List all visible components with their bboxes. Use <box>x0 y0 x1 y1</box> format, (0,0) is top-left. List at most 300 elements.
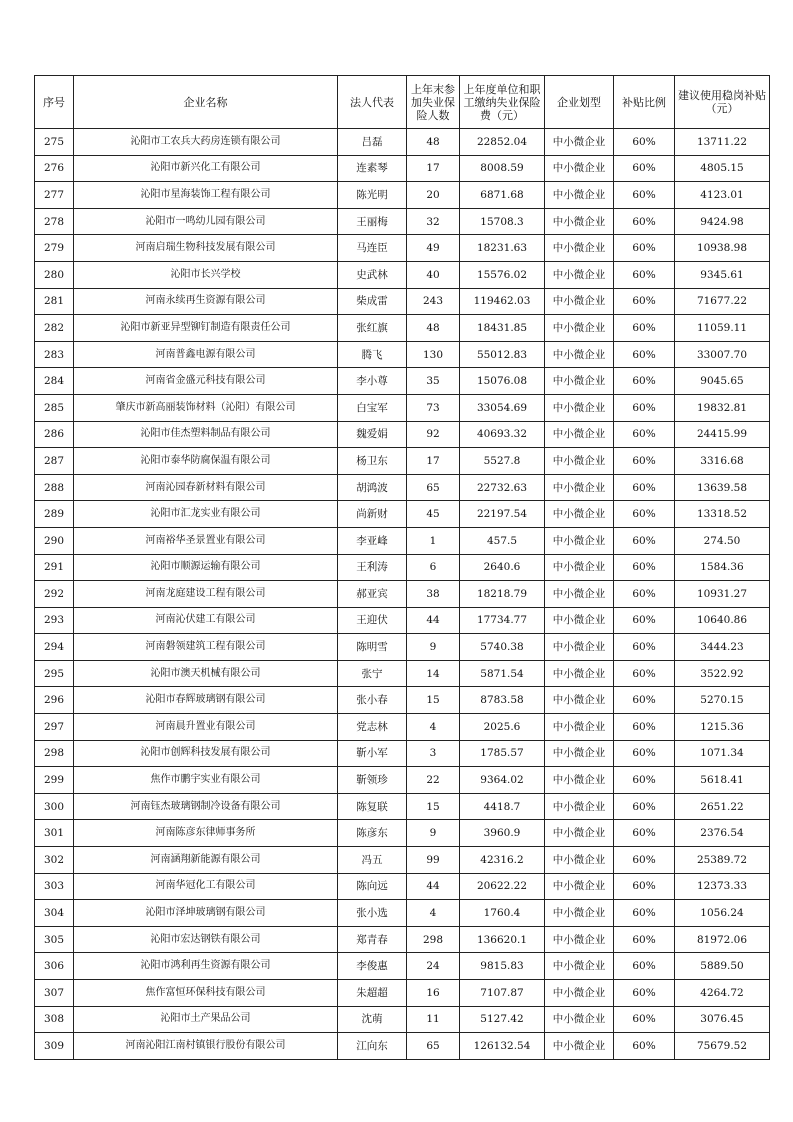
cell-subsidy-ratio: 60% <box>614 581 675 608</box>
cell-premium-paid: 40693.32 <box>460 421 545 448</box>
cell-suggested-subsidy: 4805.15 <box>675 155 770 182</box>
cell-index: 296 <box>35 687 74 714</box>
cell-index: 294 <box>35 634 74 661</box>
cell-legal-rep: 陈复联 <box>338 793 407 820</box>
cell-insured-count: 48 <box>407 315 460 342</box>
cell-company: 沁阳市新兴化工有限公司 <box>74 155 338 182</box>
cell-legal-rep: 靳小军 <box>338 740 407 767</box>
cell-legal-rep: 白宝军 <box>338 394 407 421</box>
cell-company: 河南普鑫电源有限公司 <box>74 341 338 368</box>
cell-insured-count: 4 <box>407 900 460 927</box>
cell-company: 沁阳市长兴学校 <box>74 261 338 288</box>
cell-company-class: 中小微企业 <box>545 155 614 182</box>
table-row <box>35 581 770 608</box>
cell-company: 沁阳市澳天机械有限公司 <box>74 660 338 687</box>
table-row <box>35 714 770 741</box>
header-row <box>35 76 770 129</box>
cell-company: 沁阳市鸿利再生资源有限公司 <box>74 953 338 980</box>
cell-suggested-subsidy: 1071.34 <box>675 740 770 767</box>
cell-company-class: 中小微企业 <box>545 182 614 209</box>
cell-insured-count: 17 <box>407 155 460 182</box>
cell-subsidy-ratio: 60% <box>614 660 675 687</box>
cell-subsidy-ratio: 60% <box>614 767 675 794</box>
cell-insured-count: 9 <box>407 820 460 847</box>
cell-subsidy-ratio: 60% <box>614 527 675 554</box>
cell-index: 299 <box>35 767 74 794</box>
cell-premium-paid: 5527.8 <box>460 448 545 475</box>
cell-suggested-subsidy: 3522.92 <box>675 660 770 687</box>
table-row <box>35 687 770 714</box>
cell-index: 291 <box>35 554 74 581</box>
cell-index: 286 <box>35 421 74 448</box>
cell-index: 306 <box>35 953 74 980</box>
cell-company: 河南涵翔新能源有限公司 <box>74 847 338 874</box>
cell-premium-paid: 2025.6 <box>460 714 545 741</box>
cell-suggested-subsidy: 2651.22 <box>675 793 770 820</box>
table-row <box>35 926 770 953</box>
cell-insured-count: 40 <box>407 261 460 288</box>
table-row <box>35 474 770 501</box>
cell-subsidy-ratio: 60% <box>614 926 675 953</box>
table-row <box>35 980 770 1007</box>
table-row <box>35 341 770 368</box>
cell-index: 281 <box>35 288 74 315</box>
cell-company-class: 中小微企业 <box>545 847 614 874</box>
cell-index: 288 <box>35 474 74 501</box>
cell-legal-rep: 柴成雷 <box>338 288 407 315</box>
cell-company: 焦作市鹏宇实业有限公司 <box>74 767 338 794</box>
cell-legal-rep: 陈向远 <box>338 873 407 900</box>
cell-insured-count: 92 <box>407 421 460 448</box>
table-row <box>35 873 770 900</box>
table-row <box>35 288 770 315</box>
table-row <box>35 448 770 475</box>
cell-suggested-subsidy: 4123.01 <box>675 182 770 209</box>
cell-legal-rep: 魏爱娟 <box>338 421 407 448</box>
cell-premium-paid: 457.5 <box>460 527 545 554</box>
cell-premium-paid: 6871.68 <box>460 182 545 209</box>
cell-suggested-subsidy: 11059.11 <box>675 315 770 342</box>
cell-index: 290 <box>35 527 74 554</box>
table-row <box>35 660 770 687</box>
cell-subsidy-ratio: 60% <box>614 501 675 528</box>
cell-legal-rep: 陈光明 <box>338 182 407 209</box>
cell-subsidy-ratio: 60% <box>614 900 675 927</box>
cell-suggested-subsidy: 1215.36 <box>675 714 770 741</box>
cell-subsidy-ratio: 60% <box>614 129 675 156</box>
cell-legal-rep: 史武林 <box>338 261 407 288</box>
cell-company-class: 中小微企业 <box>545 474 614 501</box>
table-row <box>35 129 770 156</box>
cell-suggested-subsidy: 3316.68 <box>675 448 770 475</box>
table-row <box>35 820 770 847</box>
cell-legal-rep: 李俊惠 <box>338 953 407 980</box>
cell-suggested-subsidy: 9424.98 <box>675 208 770 235</box>
cell-index: 305 <box>35 926 74 953</box>
cell-subsidy-ratio: 60% <box>614 235 675 262</box>
cell-subsidy-ratio: 60% <box>614 793 675 820</box>
cell-company: 沁阳市土产果品公司 <box>74 1006 338 1033</box>
cell-subsidy-ratio: 60% <box>614 687 675 714</box>
table-row <box>35 501 770 528</box>
header-legal-rep: 法人代表 <box>338 76 407 129</box>
cell-index: 297 <box>35 714 74 741</box>
cell-company-class: 中小微企业 <box>545 208 614 235</box>
cell-legal-rep: 党志林 <box>338 714 407 741</box>
cell-index: 301 <box>35 820 74 847</box>
table-row <box>35 315 770 342</box>
cell-insured-count: 11 <box>407 1006 460 1033</box>
cell-company-class: 中小微企业 <box>545 315 614 342</box>
cell-legal-rep: 张小选 <box>338 900 407 927</box>
cell-index: 302 <box>35 847 74 874</box>
cell-insured-count: 49 <box>407 235 460 262</box>
cell-suggested-subsidy: 274.50 <box>675 527 770 554</box>
cell-subsidy-ratio: 60% <box>614 288 675 315</box>
cell-insured-count: 4 <box>407 714 460 741</box>
cell-legal-rep: 沈萌 <box>338 1006 407 1033</box>
cell-suggested-subsidy: 10938.98 <box>675 235 770 262</box>
cell-legal-rep: 郝亚宾 <box>338 581 407 608</box>
cell-insured-count: 9 <box>407 634 460 661</box>
cell-suggested-subsidy: 71677.22 <box>675 288 770 315</box>
cell-legal-rep: 朱超超 <box>338 980 407 1007</box>
cell-legal-rep: 胡鸿波 <box>338 474 407 501</box>
cell-suggested-subsidy: 3444.23 <box>675 634 770 661</box>
cell-index: 287 <box>35 448 74 475</box>
header-premium-paid: 上年度单位和职工缴纳失业保险费（元） <box>460 76 545 129</box>
cell-company: 沁阳市泽坤玻璃钢有限公司 <box>74 900 338 927</box>
cell-company-class: 中小微企业 <box>545 421 614 448</box>
cell-legal-rep: 江向东 <box>338 1033 407 1060</box>
cell-suggested-subsidy: 4264.72 <box>675 980 770 1007</box>
cell-insured-count: 16 <box>407 980 460 1007</box>
cell-suggested-subsidy: 13639.58 <box>675 474 770 501</box>
cell-premium-paid: 42316.2 <box>460 847 545 874</box>
cell-suggested-subsidy: 24415.99 <box>675 421 770 448</box>
cell-insured-count: 6 <box>407 554 460 581</box>
cell-premium-paid: 7107.87 <box>460 980 545 1007</box>
cell-premium-paid: 3960.9 <box>460 820 545 847</box>
cell-suggested-subsidy: 1056.24 <box>675 900 770 927</box>
cell-insured-count: 44 <box>407 607 460 634</box>
cell-subsidy-ratio: 60% <box>614 474 675 501</box>
table-row <box>35 155 770 182</box>
cell-company: 河南沁园春新材料有限公司 <box>74 474 338 501</box>
cell-company-class: 中小微企业 <box>545 129 614 156</box>
cell-subsidy-ratio: 60% <box>614 208 675 235</box>
cell-company-class: 中小微企业 <box>545 501 614 528</box>
cell-company-class: 中小微企业 <box>545 527 614 554</box>
cell-index: 289 <box>35 501 74 528</box>
cell-insured-count: 130 <box>407 341 460 368</box>
cell-premium-paid: 5871.54 <box>460 660 545 687</box>
cell-insured-count: 14 <box>407 660 460 687</box>
cell-premium-paid: 9364.02 <box>460 767 545 794</box>
cell-company: 沁阳市一鸣幼儿园有限公司 <box>74 208 338 235</box>
cell-index: 283 <box>35 341 74 368</box>
cell-company: 河南龙庭建设工程有限公司 <box>74 581 338 608</box>
cell-company: 河南磐领建筑工程有限公司 <box>74 634 338 661</box>
cell-legal-rep: 尚新财 <box>338 501 407 528</box>
cell-suggested-subsidy: 33007.70 <box>675 341 770 368</box>
cell-legal-rep: 吕磊 <box>338 129 407 156</box>
subsidy-table-page <box>34 75 770 1060</box>
cell-suggested-subsidy: 81972.06 <box>675 926 770 953</box>
cell-legal-rep: 李小尊 <box>338 368 407 395</box>
cell-insured-count: 17 <box>407 448 460 475</box>
cell-subsidy-ratio: 60% <box>614 714 675 741</box>
table-row <box>35 527 770 554</box>
cell-subsidy-ratio: 60% <box>614 261 675 288</box>
cell-suggested-subsidy: 3076.45 <box>675 1006 770 1033</box>
cell-subsidy-ratio: 60% <box>614 368 675 395</box>
cell-premium-paid: 22197.54 <box>460 501 545 528</box>
cell-suggested-subsidy: 19832.81 <box>675 394 770 421</box>
cell-insured-count: 22 <box>407 767 460 794</box>
cell-company: 河南晨升置业有限公司 <box>74 714 338 741</box>
cell-premium-paid: 15076.08 <box>460 368 545 395</box>
table-row <box>35 554 770 581</box>
cell-insured-count: 298 <box>407 926 460 953</box>
cell-company-class: 中小微企业 <box>545 1006 614 1033</box>
cell-legal-rep: 张红旗 <box>338 315 407 342</box>
cell-company: 沁阳市汇龙实业有限公司 <box>74 501 338 528</box>
cell-premium-paid: 119462.03 <box>460 288 545 315</box>
cell-subsidy-ratio: 60% <box>614 448 675 475</box>
cell-legal-rep: 陈彦东 <box>338 820 407 847</box>
cell-company-class: 中小微企业 <box>545 448 614 475</box>
table-row <box>35 607 770 634</box>
cell-suggested-subsidy: 1584.36 <box>675 554 770 581</box>
cell-suggested-subsidy: 25389.72 <box>675 847 770 874</box>
cell-company-class: 中小微企业 <box>545 687 614 714</box>
cell-company-class: 中小微企业 <box>545 660 614 687</box>
cell-company: 河南沁阳江南村镇银行股份有限公司 <box>74 1033 338 1060</box>
cell-company: 沁阳市创辉科技发展有限公司 <box>74 740 338 767</box>
cell-subsidy-ratio: 60% <box>614 554 675 581</box>
cell-legal-rep: 张小春 <box>338 687 407 714</box>
cell-company-class: 中小微企业 <box>545 341 614 368</box>
cell-subsidy-ratio: 60% <box>614 740 675 767</box>
cell-insured-count: 15 <box>407 687 460 714</box>
table-row <box>35 261 770 288</box>
cell-index: 284 <box>35 368 74 395</box>
cell-company: 沁阳市春辉玻璃钢有限公司 <box>74 687 338 714</box>
cell-index: 293 <box>35 607 74 634</box>
cell-index: 303 <box>35 873 74 900</box>
cell-subsidy-ratio: 60% <box>614 341 675 368</box>
cell-premium-paid: 9815.83 <box>460 953 545 980</box>
table-row <box>35 1033 770 1060</box>
cell-company-class: 中小微企业 <box>545 873 614 900</box>
cell-legal-rep: 腾飞 <box>338 341 407 368</box>
cell-company: 河南裕华圣景置业有限公司 <box>74 527 338 554</box>
cell-company: 沁阳市佳杰塑料制品有限公司 <box>74 421 338 448</box>
cell-premium-paid: 17734.77 <box>460 607 545 634</box>
cell-company: 肇庆市新高丽装饰材料（沁阳）有限公司 <box>74 394 338 421</box>
cell-company-class: 中小微企业 <box>545 368 614 395</box>
cell-index: 295 <box>35 660 74 687</box>
cell-insured-count: 65 <box>407 1033 460 1060</box>
cell-premium-paid: 8008.59 <box>460 155 545 182</box>
cell-suggested-subsidy: 75679.52 <box>675 1033 770 1060</box>
cell-company-class: 中小微企业 <box>545 953 614 980</box>
cell-subsidy-ratio: 60% <box>614 634 675 661</box>
header-subsidy-ratio: 补贴比例 <box>614 76 675 129</box>
cell-index: 282 <box>35 315 74 342</box>
cell-premium-paid: 126132.54 <box>460 1033 545 1060</box>
cell-premium-paid: 1785.57 <box>460 740 545 767</box>
cell-premium-paid: 4418.7 <box>460 793 545 820</box>
cell-subsidy-ratio: 60% <box>614 820 675 847</box>
cell-company: 焦作富恒环保科技有限公司 <box>74 980 338 1007</box>
cell-premium-paid: 8783.58 <box>460 687 545 714</box>
cell-company-class: 中小微企业 <box>545 607 614 634</box>
cell-suggested-subsidy: 2376.54 <box>675 820 770 847</box>
cell-company-class: 中小微企业 <box>545 235 614 262</box>
cell-legal-rep: 张宁 <box>338 660 407 687</box>
cell-index: 277 <box>35 182 74 209</box>
cell-insured-count: 99 <box>407 847 460 874</box>
cell-company-class: 中小微企业 <box>545 714 614 741</box>
cell-insured-count: 73 <box>407 394 460 421</box>
table-row <box>35 740 770 767</box>
cell-legal-rep: 李亚峰 <box>338 527 407 554</box>
cell-subsidy-ratio: 60% <box>614 394 675 421</box>
cell-insured-count: 32 <box>407 208 460 235</box>
cell-index: 280 <box>35 261 74 288</box>
cell-company: 沁阳市工农兵大药房连锁有限公司 <box>74 129 338 156</box>
cell-company: 沁阳市新亚异型铆钉制造有限责任公司 <box>74 315 338 342</box>
cell-insured-count: 48 <box>407 129 460 156</box>
table-row <box>35 793 770 820</box>
cell-suggested-subsidy: 5618.41 <box>675 767 770 794</box>
cell-index: 292 <box>35 581 74 608</box>
cell-company: 沁阳市星海装饰工程有限公司 <box>74 182 338 209</box>
cell-subsidy-ratio: 60% <box>614 421 675 448</box>
cell-company-class: 中小微企业 <box>545 740 614 767</box>
cell-subsidy-ratio: 60% <box>614 1006 675 1033</box>
subsidy-table <box>34 75 770 1060</box>
cell-premium-paid: 2640.6 <box>460 554 545 581</box>
cell-subsidy-ratio: 60% <box>614 873 675 900</box>
table-row <box>35 1006 770 1033</box>
cell-subsidy-ratio: 60% <box>614 847 675 874</box>
table-row <box>35 368 770 395</box>
header-insured-count: 上年末参加失业保险人数 <box>407 76 460 129</box>
cell-subsidy-ratio: 60% <box>614 953 675 980</box>
cell-insured-count: 24 <box>407 953 460 980</box>
cell-company-class: 中小微企业 <box>545 554 614 581</box>
cell-legal-rep: 杨卫东 <box>338 448 407 475</box>
cell-index: 285 <box>35 394 74 421</box>
cell-suggested-subsidy: 12373.33 <box>675 873 770 900</box>
cell-premium-paid: 18431.85 <box>460 315 545 342</box>
cell-premium-paid: 5127.42 <box>460 1006 545 1033</box>
cell-insured-count: 65 <box>407 474 460 501</box>
cell-suggested-subsidy: 13318.52 <box>675 501 770 528</box>
cell-legal-rep: 郑青春 <box>338 926 407 953</box>
cell-company: 河南华冠化工有限公司 <box>74 873 338 900</box>
table-row <box>35 634 770 661</box>
cell-index: 276 <box>35 155 74 182</box>
cell-index: 304 <box>35 900 74 927</box>
cell-company-class: 中小微企业 <box>545 900 614 927</box>
cell-index: 308 <box>35 1006 74 1033</box>
cell-index: 309 <box>35 1033 74 1060</box>
cell-company-class: 中小微企业 <box>545 1033 614 1060</box>
cell-premium-paid: 55012.83 <box>460 341 545 368</box>
cell-company-class: 中小微企业 <box>545 767 614 794</box>
cell-premium-paid: 33054.69 <box>460 394 545 421</box>
cell-company: 河南陈彦东律师事务所 <box>74 820 338 847</box>
cell-subsidy-ratio: 60% <box>614 1033 675 1060</box>
cell-index: 275 <box>35 129 74 156</box>
cell-subsidy-ratio: 60% <box>614 980 675 1007</box>
cell-insured-count: 243 <box>407 288 460 315</box>
cell-company: 河南沁伏建工有限公司 <box>74 607 338 634</box>
table-row <box>35 394 770 421</box>
cell-company-class: 中小微企业 <box>545 926 614 953</box>
cell-premium-paid: 5740.38 <box>460 634 545 661</box>
table-row <box>35 767 770 794</box>
header-suggested-subsidy: 建议使用稳岗补贴（元） <box>675 76 770 129</box>
cell-suggested-subsidy: 9045.65 <box>675 368 770 395</box>
cell-index: 279 <box>35 235 74 262</box>
cell-index: 298 <box>35 740 74 767</box>
cell-legal-rep: 冯五 <box>338 847 407 874</box>
cell-company: 河南省金盛元科技有限公司 <box>74 368 338 395</box>
header-company: 企业名称 <box>74 76 338 129</box>
cell-legal-rep: 王丽梅 <box>338 208 407 235</box>
cell-company: 河南钰杰玻璃钢制冷设备有限公司 <box>74 793 338 820</box>
cell-subsidy-ratio: 60% <box>614 182 675 209</box>
cell-legal-rep: 靳领珍 <box>338 767 407 794</box>
cell-suggested-subsidy: 5889.50 <box>675 953 770 980</box>
cell-company: 沁阳市泰华防腐保温有限公司 <box>74 448 338 475</box>
cell-company-class: 中小微企业 <box>545 288 614 315</box>
cell-company-class: 中小微企业 <box>545 394 614 421</box>
header-index: 序号 <box>35 76 74 129</box>
cell-insured-count: 1 <box>407 527 460 554</box>
table-row <box>35 421 770 448</box>
cell-company-class: 中小微企业 <box>545 980 614 1007</box>
table-row <box>35 847 770 874</box>
cell-premium-paid: 15708.3 <box>460 208 545 235</box>
table-body <box>35 129 770 1060</box>
cell-company: 沁阳市宏达钢铁有限公司 <box>74 926 338 953</box>
cell-premium-paid: 1760.4 <box>460 900 545 927</box>
cell-legal-rep: 王利涛 <box>338 554 407 581</box>
cell-premium-paid: 18231.63 <box>460 235 545 262</box>
cell-suggested-subsidy: 10640.86 <box>675 607 770 634</box>
cell-insured-count: 20 <box>407 182 460 209</box>
cell-premium-paid: 18218.79 <box>460 581 545 608</box>
cell-subsidy-ratio: 60% <box>614 315 675 342</box>
cell-company-class: 中小微企业 <box>545 634 614 661</box>
cell-legal-rep: 王迎伏 <box>338 607 407 634</box>
cell-premium-paid: 22732.63 <box>460 474 545 501</box>
cell-company: 沁阳市顺源运输有限公司 <box>74 554 338 581</box>
cell-insured-count: 3 <box>407 740 460 767</box>
cell-company-class: 中小微企业 <box>545 820 614 847</box>
table-row <box>35 182 770 209</box>
cell-subsidy-ratio: 60% <box>614 607 675 634</box>
cell-company-class: 中小微企业 <box>545 261 614 288</box>
header-company-class: 企业划型 <box>545 76 614 129</box>
table-row <box>35 953 770 980</box>
